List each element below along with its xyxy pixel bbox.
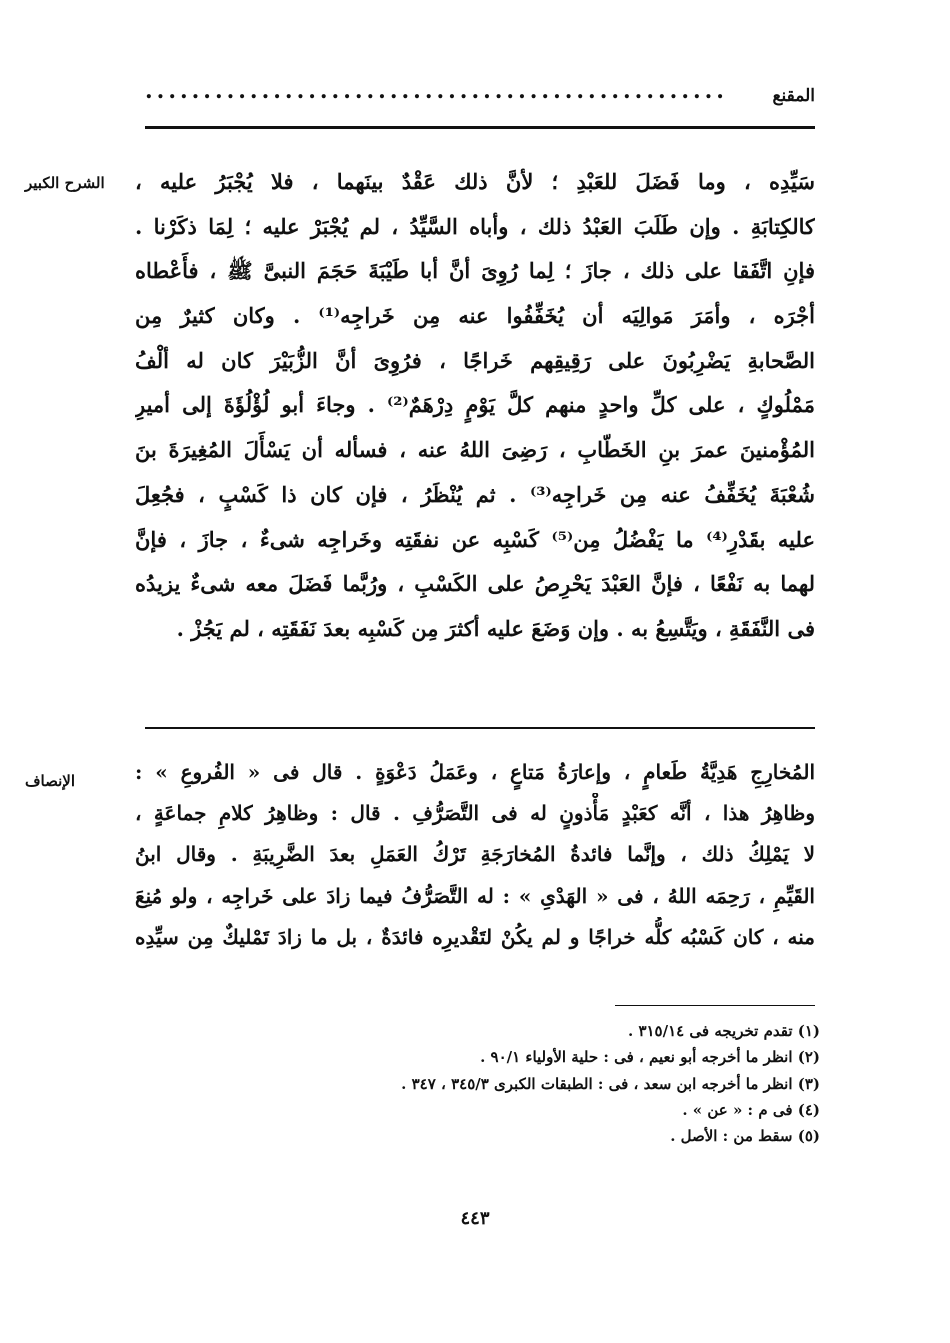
text-line: الصَّحابةِ يَضْرِبُونَ على رَقِيقِهم خَراجًا ، فرُوِىَ أنَّ الزُّبَيْرَ كان له ألْفُ — [135, 347, 815, 373]
footnote-rule — [615, 1005, 815, 1006]
text-line: لهما به نَفْعًا ، فإنَّ العَبْدَ يَحْرِصُ على الكَسْبِ ، ورُبَّما فَضَلَ معه شىءٌ يزيدُه — [135, 571, 815, 597]
insaf-text-block — [135, 752, 815, 958]
text-line: أجْرَه ، وأمَرَ مَوالِيَه أن يُخَفِّفُوا عنه مِن خَراجِه⁽¹⁾ . وكان كثيرٌ مِن — [135, 303, 815, 329]
footnote: (٢) انظر ما أخرجه أبو نعيم ، فى : حلية الأولياء ٩٠/١ . — [480, 1048, 820, 1067]
page-number: ٤٤٣ — [460, 1208, 490, 1229]
text-line: كالكِتابَةِ . وإن طَلَبَ العَبْدُ ذلك ، وأباه السَّيِّدُ ، لم يُجْبَرْ عليه ؛ لِمَا ذكَرْنا . — [135, 213, 815, 239]
side-label-insaf: الإنصاف — [25, 772, 76, 790]
text-line: شُعْبَةَ يُخَفِّفُ عنه مِن خَراجِه⁽³⁾ . ثم يُنْظَرُ ، فإن كان ذا كَسْبٍ ، فجُعِلَ — [135, 481, 815, 507]
text-line: مَمْلُوكٍ ، على كلِّ واحدٍ منهم كلَّ يَوْمٍ دِرْهَمٌ⁽²⁾ . وجاءَ أبو لُؤْلُؤَةَ إلى أميرِ — [135, 392, 815, 418]
header-rule — [145, 126, 815, 129]
footnote: (٤) فى م : « عن » . — [682, 1100, 820, 1119]
header-dotted-rule: .................................................. — [145, 78, 728, 104]
sharh-text-block — [135, 160, 815, 652]
section-divider — [145, 727, 815, 729]
text-line: لا يَمْلِكُ ذلك ، وإنَّما فائدةُ المُخارَجَةِ تَرْكُ العَمَلِ بعدَ الضَّرِيبَةِ . وقال ابنُ — [135, 842, 815, 867]
text-line: عليه بقَدْرِ⁽⁴⁾ ما يَفْضُلُ مِن⁽⁵⁾ كَسْبِه عن نفقَتِه وخَراجِه شىءٌ ، جازَ ، فإنَّ — [135, 526, 815, 552]
footnote: (٣) انظر ما أخرجه ابن سعد ، فى : الطبقات الكبرى ٣٤٥/٣ ، ٣٤٧ . — [401, 1074, 820, 1093]
text-line: فى النَّفَقَةِ ، ويَتَّسِعُ به . وإن وَضَعَ عليه أكثرَ مِن كَسْبِه بعدَ نَفَقَتِه ، لم يَجُزْ . — [176, 615, 815, 641]
side-label-sharh: الشرح الكبير — [25, 174, 105, 192]
text-line: فإنِ اتَّفَقا على ذلك ، جازَ ؛ لِما رُوِىَ أنَّ أبا طَيْبَةَ حَجَمَ النبىَّ ﷺ ، فأَعْطاه — [135, 258, 815, 284]
footnote: (٥) سقط من : الأصل . — [670, 1127, 820, 1146]
footnote: (١) تقدم تخريجه فى ٣١٥/١٤ . — [627, 1022, 820, 1040]
text-line: القَيِّمِ ، رَحِمَه اللهُ ، فى « الهَدْىِ » : له التَّصَرُّفُ فيما زادَ على خَراجِه ، ولو مُنِعَ — [135, 883, 815, 908]
text-line: المُؤْمنينَ عمرَ بنِ الخَطّابِ ، رَضِىَ اللهُ عنه ، فسأله أن يَسْأَلَ المُغِيرَةَ بنَ — [135, 437, 815, 463]
text-line: وظاهِرُ هذا ، أنَّه كعَبْدٍ مَأْذونٍ له فى التَّصَرُّفِ . قال : وظاهِرُ كلامِ جماعَةٍ ، — [135, 801, 815, 826]
footnotes — [320, 1018, 820, 1149]
text-line: منه ، كان كَسْبُه كلُّه خراجًا و لم يكُنْ لتَقْديرِه فائدَةٌ ، بل ما زادَ تَمْليكٌ مِن سيِّدِه — [135, 924, 815, 949]
text-line: سَيِّدِه ، وما فَضَلَ للعَبْدِ ؛ لأنَّ ذلك عَقْدٌ بينَهما ، فلا يُجْبَرُ عليه ، — [135, 169, 815, 194]
text-line: المُخارِجِ هَدِيَّةُ طَعامٍ ، وإعارَةُ مَتاعٍ ، وعَمَلُ دَعْوَةٍ . قال فى « الفُروعِ » : — [135, 760, 815, 784]
running-title: المقنع — [772, 86, 815, 106]
